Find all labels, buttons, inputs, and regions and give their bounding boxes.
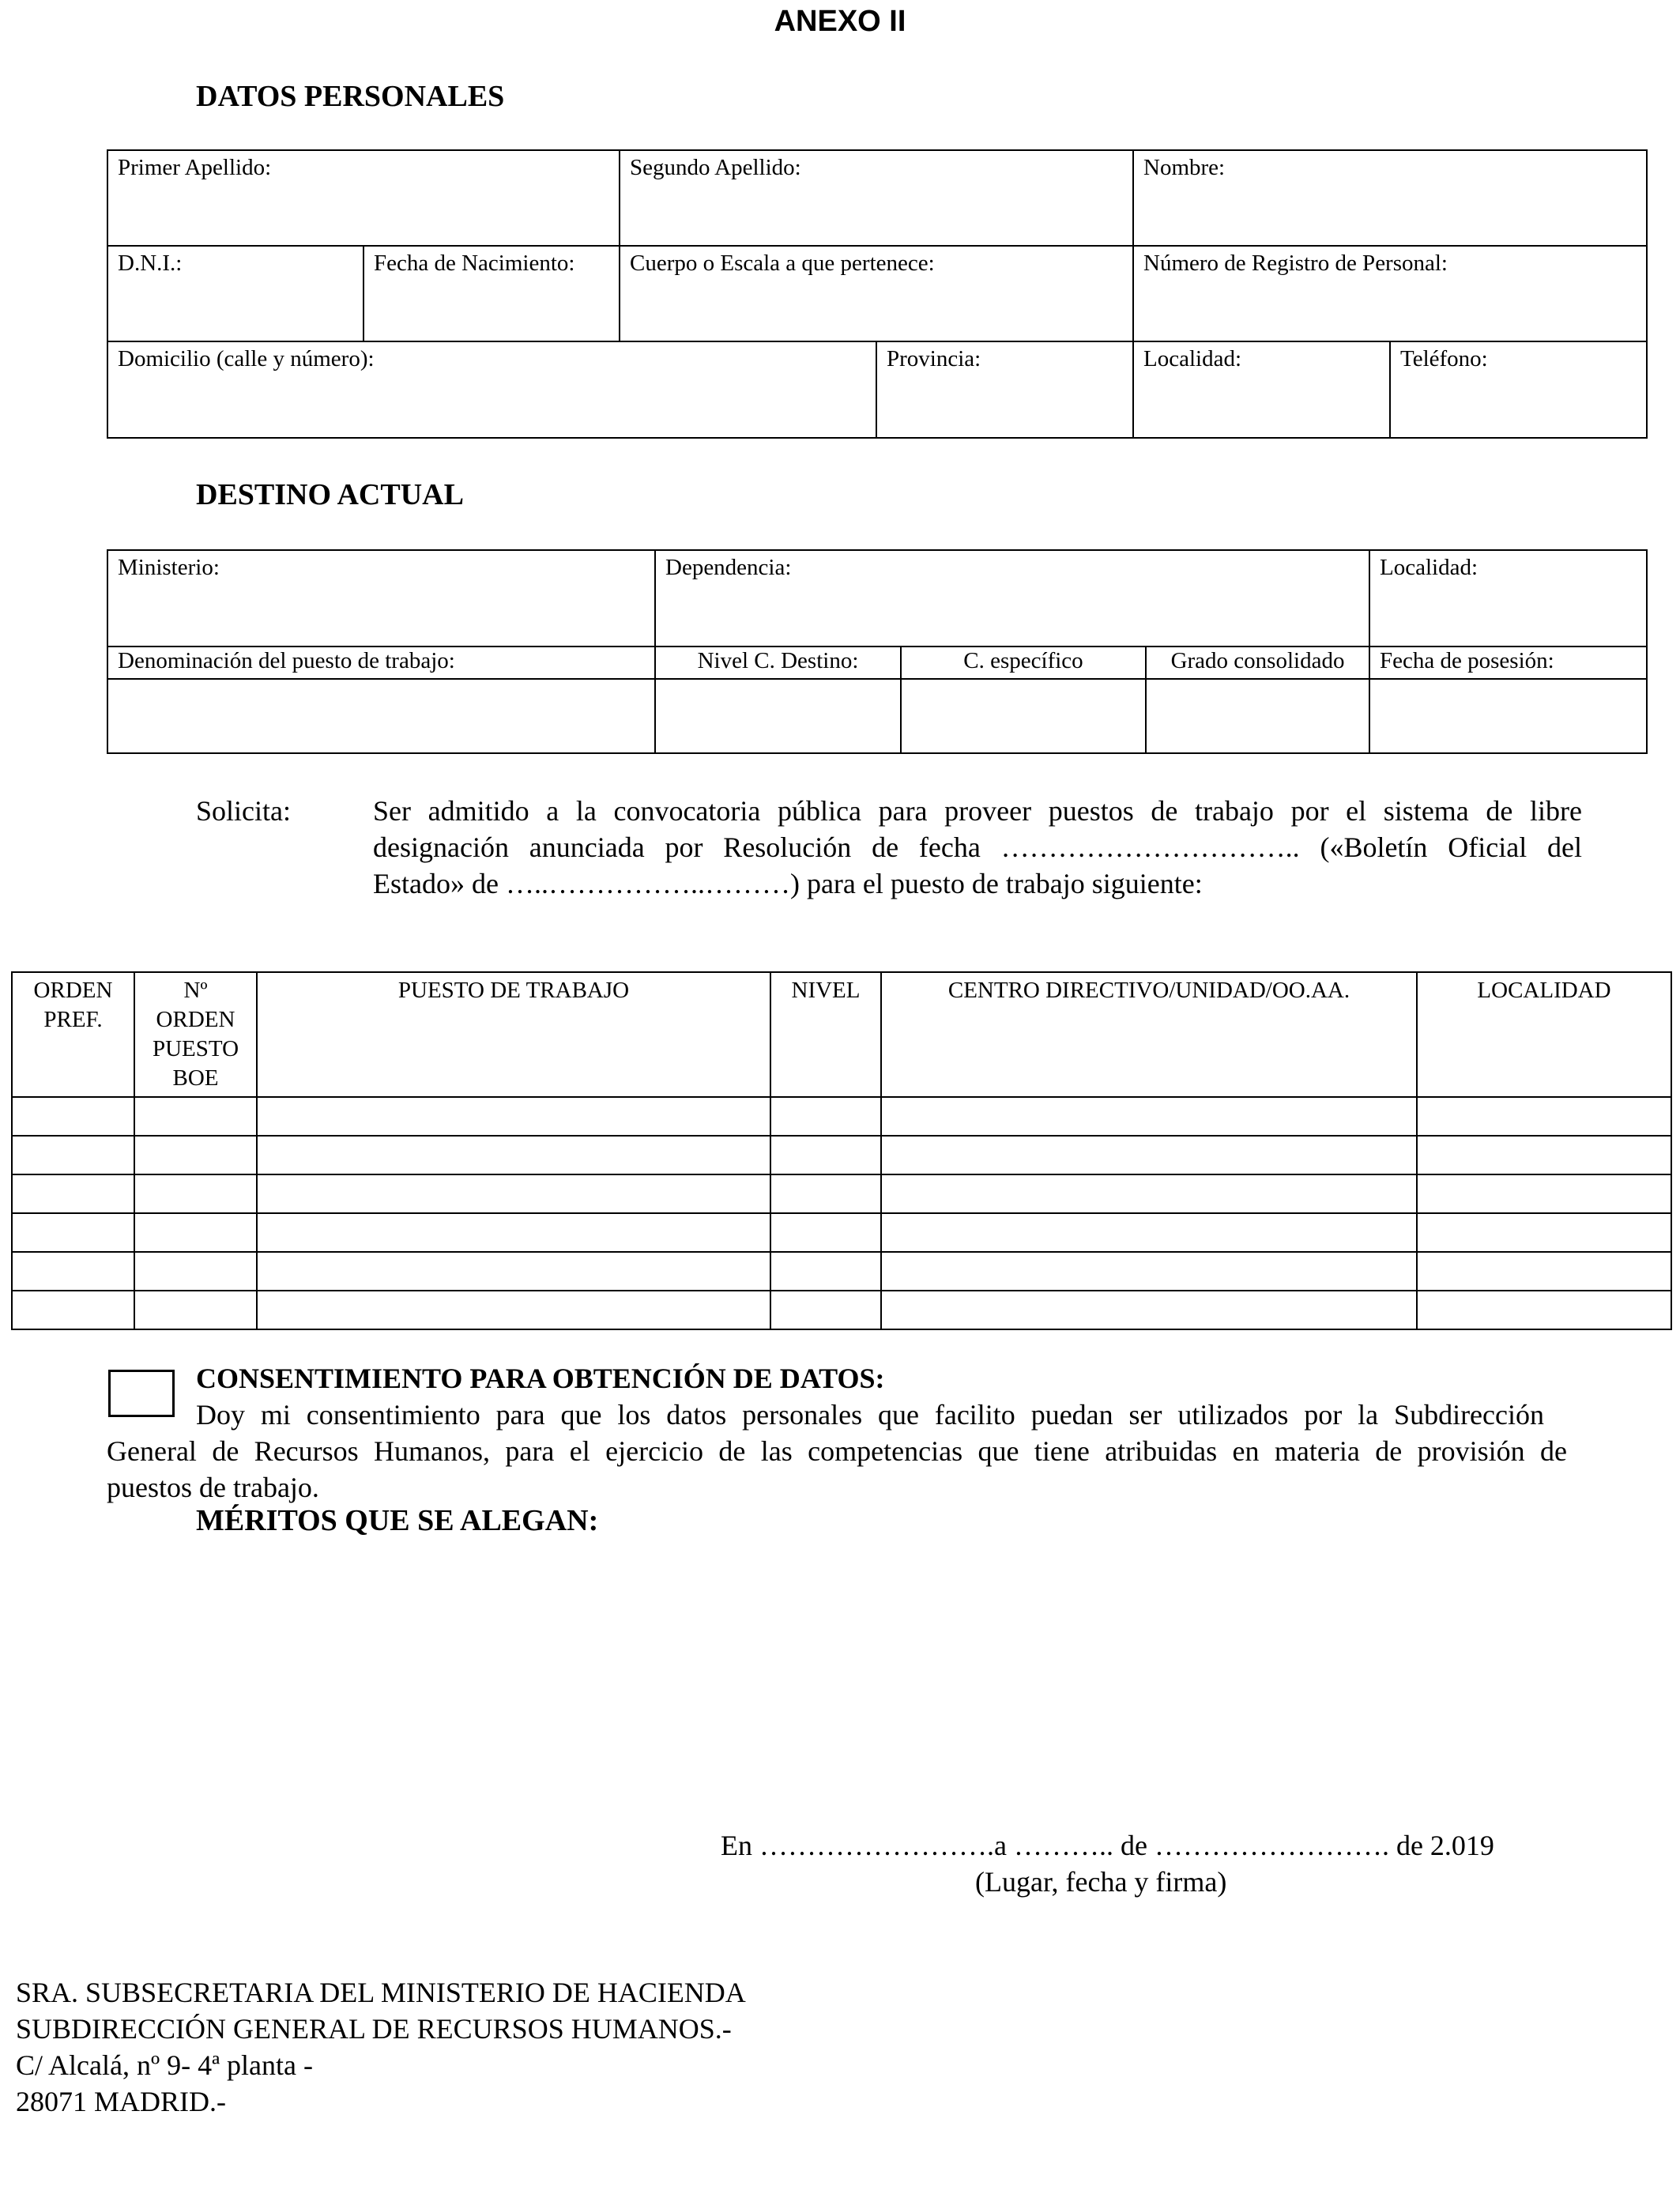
table-cell[interactable] bbox=[257, 1174, 770, 1213]
table-cell[interactable] bbox=[770, 1136, 881, 1174]
personal-data-table bbox=[107, 149, 1648, 439]
addressee-line-3: C/ Alcalá, nº 9- 4ª planta - bbox=[16, 2049, 313, 2081]
segundo-apellido-label: Segundo Apellido: bbox=[630, 155, 801, 180]
table-cell[interactable] bbox=[257, 1213, 770, 1252]
complemento-especifico-input[interactable] bbox=[901, 679, 1146, 753]
table-row bbox=[12, 1252, 1671, 1291]
telefono-field[interactable] bbox=[1390, 341, 1647, 438]
col-localidad: LOCALIDAD bbox=[1417, 972, 1671, 1097]
puestos-header-row bbox=[12, 972, 1671, 1097]
personal-data-heading: DATOS PERSONALES bbox=[196, 80, 505, 113]
cuerpo-escala-field[interactable] bbox=[620, 246, 1133, 341]
addressee-line-4: 28071 MADRID.- bbox=[16, 2086, 226, 2117]
dependencia-label: Dependencia: bbox=[665, 555, 792, 580]
table-cell[interactable] bbox=[770, 1097, 881, 1136]
destino-actual-heading: DESTINO ACTUAL bbox=[196, 478, 464, 511]
table-cell[interactable] bbox=[134, 1291, 257, 1329]
destino-actual-table bbox=[107, 549, 1648, 754]
fecha-posesion-input[interactable] bbox=[1369, 679, 1647, 753]
table-cell[interactable] bbox=[770, 1252, 881, 1291]
addressee-line-1: SRA. SUBSECRETARIA DEL MINISTERIO DE HACIENDA bbox=[16, 1977, 746, 2008]
table-cell[interactable] bbox=[1417, 1291, 1671, 1329]
fecha-nacimiento-label: Fecha de Nacimiento: bbox=[374, 251, 575, 276]
solicita-line-1: Ser admitido a la convocatoria pública para proveer puestos de trabajo por el sistema de libre bbox=[373, 795, 1582, 827]
domicilio-label: Domicilio (calle y número): bbox=[118, 346, 375, 371]
denominacion-input[interactable] bbox=[107, 679, 655, 753]
table-cell[interactable] bbox=[257, 1252, 770, 1291]
fecha-posesion-label: Fecha de posesión: bbox=[1369, 647, 1647, 679]
table-cell[interactable] bbox=[257, 1097, 770, 1136]
meritos-heading: MÉRITOS QUE SE ALEGAN: bbox=[196, 1504, 599, 1537]
consent-checkbox[interactable] bbox=[108, 1370, 175, 1417]
table-cell[interactable] bbox=[12, 1097, 134, 1136]
destino-localidad-field[interactable] bbox=[1369, 550, 1647, 647]
nombre-field[interactable] bbox=[1133, 150, 1647, 246]
col-n-orden-boe: Nº ORDEN PUESTO BOE bbox=[134, 972, 257, 1097]
grado-consolidado-label: Grado consolidado bbox=[1146, 647, 1369, 679]
table-cell[interactable] bbox=[12, 1252, 134, 1291]
dni-label: D.N.I.: bbox=[118, 251, 183, 276]
col-orden-pref: ORDEN PREF. bbox=[12, 972, 134, 1097]
table-cell[interactable] bbox=[881, 1174, 1417, 1213]
table-cell[interactable] bbox=[881, 1097, 1417, 1136]
col-puesto-trabajo: PUESTO DE TRABAJO bbox=[257, 972, 770, 1097]
table-cell[interactable] bbox=[134, 1252, 257, 1291]
nivel-destino-label: Nivel C. Destino: bbox=[655, 647, 901, 679]
table-cell[interactable] bbox=[770, 1213, 881, 1252]
table-cell[interactable] bbox=[134, 1097, 257, 1136]
fecha-nacimiento-field[interactable] bbox=[363, 246, 620, 341]
solicita-line-3: Estado» de …..……………..………) para el puesto de trabajo siguiente: bbox=[373, 868, 1203, 899]
dependencia-field[interactable] bbox=[655, 550, 1369, 647]
destino-localidad-label: Localidad: bbox=[1380, 555, 1478, 580]
addressee-line-2: SUBDIRECCIÓN GENERAL DE RECURSOS HUMANOS.- bbox=[16, 2013, 732, 2045]
cuerpo-escala-label: Cuerpo o Escala a que pertenece: bbox=[630, 251, 935, 276]
signature-line: En …………………….a ……….. de ……………………. de 2.019 bbox=[721, 1830, 1494, 1861]
provincia-field[interactable] bbox=[876, 341, 1133, 438]
addressee-block bbox=[16, 1974, 746, 2120]
table-cell[interactable] bbox=[1417, 1213, 1671, 1252]
denominacion-label: Denominación del puesto de trabajo: bbox=[107, 647, 655, 679]
telefono-label: Teléfono: bbox=[1400, 346, 1488, 371]
segundo-apellido-field[interactable] bbox=[620, 150, 1133, 246]
table-cell[interactable] bbox=[257, 1291, 770, 1329]
table-cell[interactable] bbox=[881, 1136, 1417, 1174]
table-cell[interactable] bbox=[12, 1291, 134, 1329]
table-cell[interactable] bbox=[1417, 1252, 1671, 1291]
table-cell[interactable] bbox=[1417, 1174, 1671, 1213]
table-cell[interactable] bbox=[12, 1136, 134, 1174]
nrp-field[interactable] bbox=[1133, 246, 1647, 341]
provincia-label: Provincia: bbox=[887, 346, 981, 371]
table-row bbox=[12, 1097, 1671, 1136]
table-row bbox=[12, 1291, 1671, 1329]
puestos-table bbox=[11, 971, 1672, 1330]
dni-field[interactable] bbox=[107, 246, 363, 341]
consent-line-1: Doy mi consentimiento para que los datos personales que facilito puedan ser utilizados por la Subdirección bbox=[196, 1399, 1544, 1431]
table-cell[interactable] bbox=[257, 1136, 770, 1174]
table-cell[interactable] bbox=[770, 1291, 881, 1329]
ministerio-label: Ministerio: bbox=[118, 555, 220, 580]
consent-heading: CONSENTIMIENTO PARA OBTENCIÓN DE DATOS: bbox=[196, 1363, 885, 1394]
primer-apellido-field[interactable] bbox=[107, 150, 620, 246]
table-cell[interactable] bbox=[1417, 1097, 1671, 1136]
consent-line-3: puestos de trabajo. bbox=[107, 1472, 319, 1503]
table-row bbox=[12, 1213, 1671, 1252]
table-cell[interactable] bbox=[881, 1291, 1417, 1329]
nivel-destino-input[interactable] bbox=[655, 679, 901, 753]
complemento-especifico-label: C. específico bbox=[901, 647, 1146, 679]
table-cell[interactable] bbox=[881, 1213, 1417, 1252]
col-nivel: NIVEL bbox=[770, 972, 881, 1097]
signature-caption: (Lugar, fecha y firma) bbox=[975, 1866, 1227, 1898]
table-cell[interactable] bbox=[134, 1213, 257, 1252]
col-centro-directivo: CENTRO DIRECTIVO/UNIDAD/OO.AA. bbox=[881, 972, 1417, 1097]
nrp-label: Número de Registro de Personal: bbox=[1143, 251, 1448, 276]
localidad-field[interactable] bbox=[1133, 341, 1390, 438]
solicita-label: Solicita: bbox=[196, 795, 291, 827]
consent-line-2: General de Recursos Humanos, para el ejercicio de las competencias que tiene atribuidas en materia de provisión de bbox=[107, 1435, 1567, 1467]
table-cell[interactable] bbox=[12, 1213, 134, 1252]
table-cell[interactable] bbox=[134, 1136, 257, 1174]
ministerio-field[interactable] bbox=[107, 550, 655, 647]
table-row bbox=[12, 1136, 1671, 1174]
domicilio-field[interactable] bbox=[107, 341, 876, 438]
primer-apellido-label: Primer Apellido: bbox=[118, 155, 272, 180]
table-cell[interactable] bbox=[1417, 1136, 1671, 1174]
table-row bbox=[12, 1174, 1671, 1213]
table-cell[interactable] bbox=[12, 1174, 134, 1213]
table-cell[interactable] bbox=[134, 1174, 257, 1213]
table-cell[interactable] bbox=[881, 1252, 1417, 1291]
document-title: ANEXO II bbox=[774, 5, 906, 38]
localidad-label: Localidad: bbox=[1143, 346, 1242, 371]
table-cell[interactable] bbox=[770, 1174, 881, 1213]
solicita-line-2: designación anunciada por Resolución de fecha ………………………….. («Boletín Oficial del bbox=[373, 831, 1582, 863]
grado-consolidado-input[interactable] bbox=[1146, 679, 1369, 753]
nombre-label: Nombre: bbox=[1143, 155, 1226, 180]
solicita-text bbox=[373, 793, 1582, 902]
